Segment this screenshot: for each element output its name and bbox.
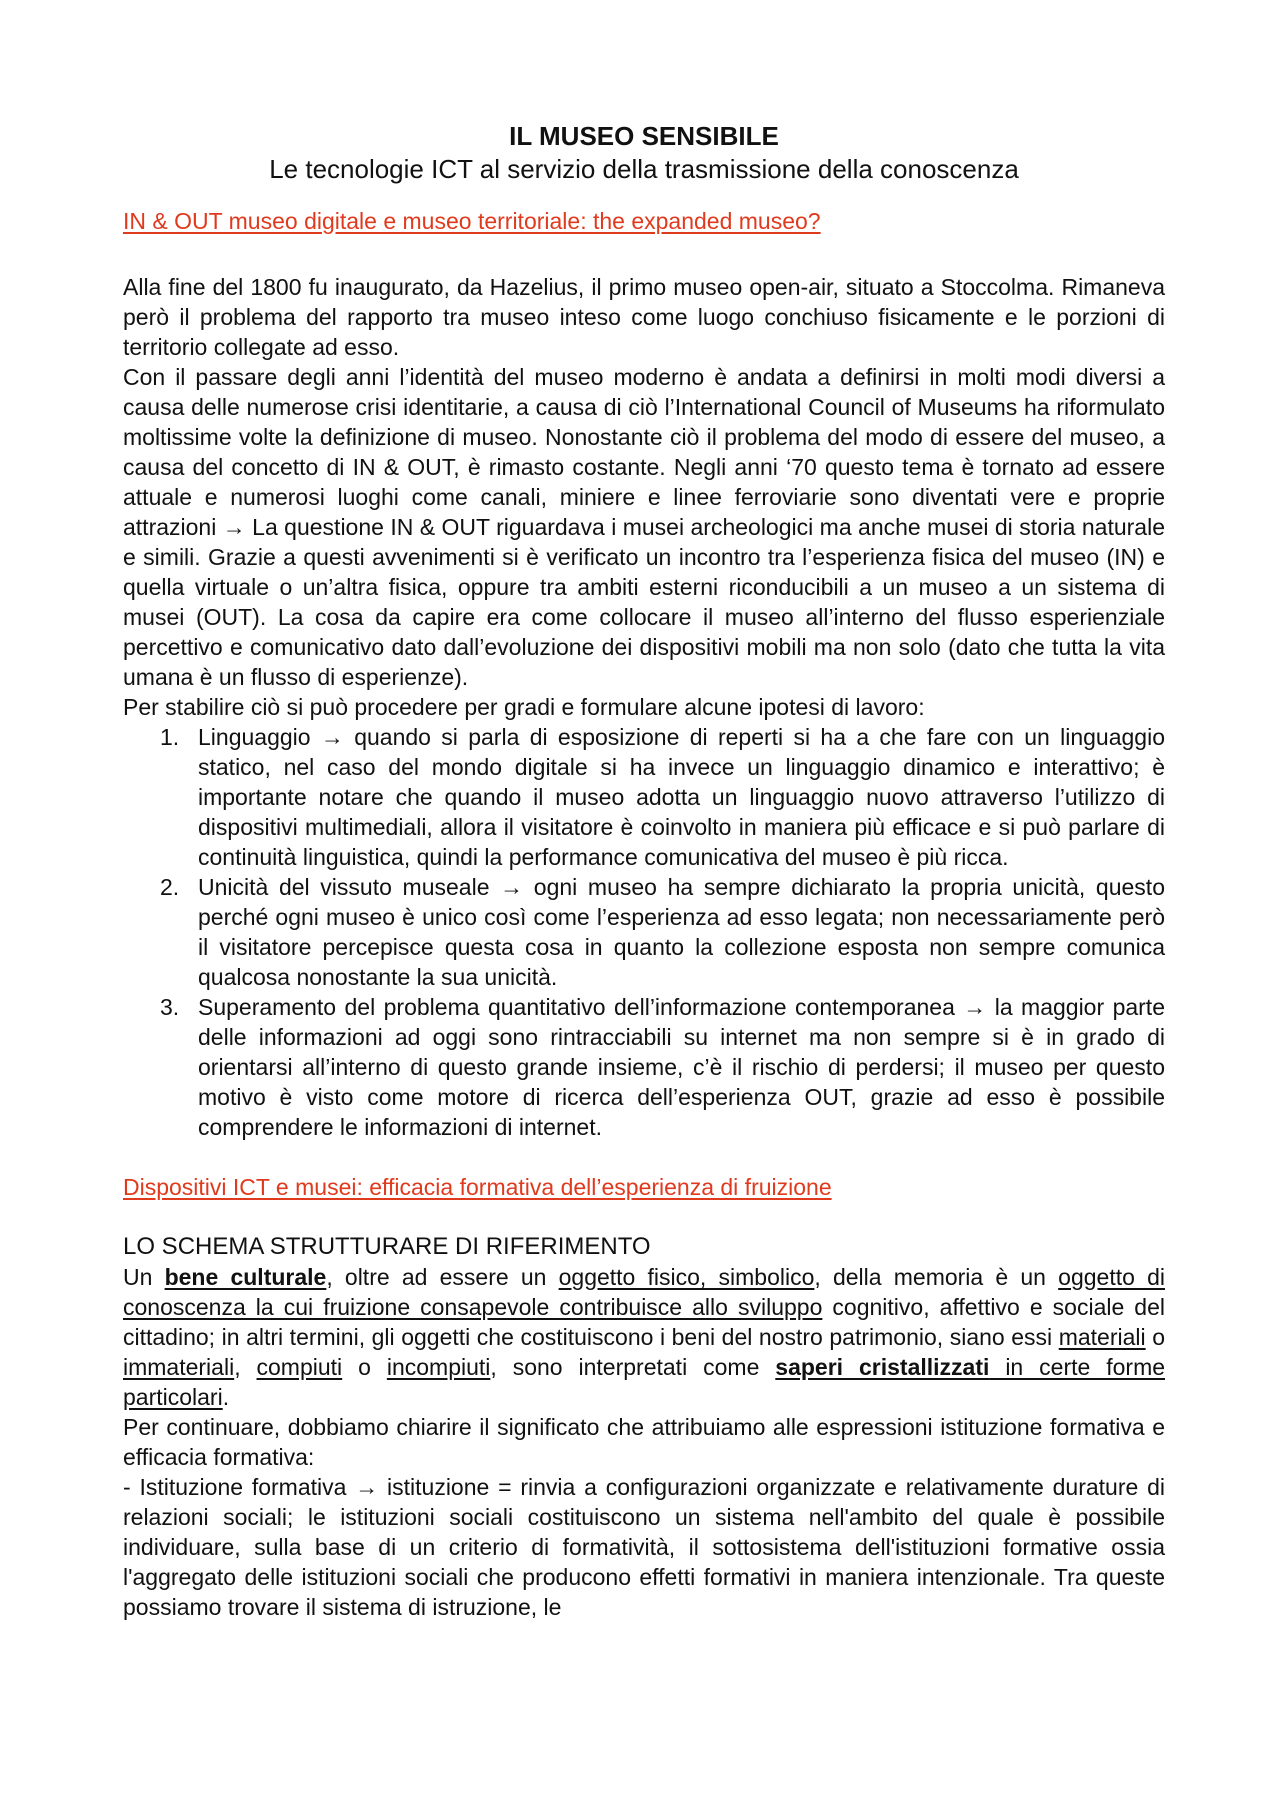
underlined-text: incompiuti — [386, 1354, 491, 1380]
subsection-heading: LO SCHEMA STRUTTURARE DI RIFERIMENTO — [123, 1233, 651, 1260]
paragraph: Per stabilire ciò si può procedere per gradi e formulare alcune ipotesi di lavoro: — [123, 694, 925, 720]
hypotheses-list — [123, 722, 1165, 1142]
section-heading-ict: Dispositivi ICT e musei: efficacia formativa dell’esperienza di fruizione — [123, 1174, 832, 1200]
list-item — [160, 872, 1165, 992]
underlined-text: compiuti — [256, 1354, 343, 1380]
paragraph: Con il passare degli anni l’identità del museo moderno è andata a definirsi in molti modi diversi a causa delle numerose crisi identitarie, a causa di ciò l’International Council of Museums ha riformulato moltissime volte la definizione di museo. Nonostante ciò il problema del modo di essere del museo, a causa del concetto di IN & OUT, è rimasto costante. Negli anni ‘70 questo tema è tornato ad essere attuale e numerosi luoghi come canali, miniere e linee ferroviarie sono diventati vere e proprie attrazioni → La questione IN & OUT riguardava i musei archeologici ma anche musei di storia naturale e simili. Grazie a questi avvenimenti si è verificato un incontro tra l’esperienza fisica del museo (IN) e quella virtuale o un’altra fisica, oppure tra ambiti esterni riconducibili a un museo a un sistema di musei (OUT). La cosa da capire era come collocare il museo all’interno del flusso esperienziale percettivo e comunicativo dato dall’evoluzione dei dispositivi mobili ma non solo (dato che tutta la vita umana è un flusso di esperienze). — [123, 364, 1165, 690]
document-title: IL MUSEO SENSIBILE — [509, 121, 779, 151]
underlined-text: in certe forme particolari — [123, 1354, 1166, 1410]
paragraph: - Istituzione formativa → istituzione = rinvia a configurazioni organizzate e relativamente durature di relazioni sociali; le istituzioni sociali costituiscono un sistema nell'ambito del quale è possibile individuare, sulla base di un criterio di formatività, il sottosistema dell'istituzioni formative ossia l'aggregato delle istituzioni sociali che producono effetti formativi in maniera intenzionale. Tra queste possiamo trovare il sistema di istruzione, le — [123, 1474, 1165, 1620]
underlined-text: immateriali — [123, 1354, 235, 1380]
list-item-text: Unicità del vissuto museale → ogni museo ha sempre dichiarato la propria unicità, questo perché ogni museo è unico così come l’esperienza ad esso legata; non necessariamente però il visitatore percepisce questa cosa in quanto la collezione esposta non sempre comunica qualcosa nonostante la sua unicità. — [198, 874, 1165, 990]
list-item-text: Superamento del problema quantitativo dell’informazione contemporanea → la maggior parte delle informazioni ad oggi sono rintracciabili su internet ma non sempre si è in grado di orientarsi all’interno di questo grande insieme, c’è il rischio di perdersi; il museo per questo motivo è visto come motore di ricerca dell’esperienza OUT, grazie ad esso è possibile comprendere le informazioni di internet. — [198, 994, 1165, 1140]
underlined-text: oggetto fisico, simbolico — [558, 1264, 815, 1290]
paragraph: Per continuare, dobbiamo chiarire il significato che attribuiamo alle espressioni istituzione formativa e efficacia formativa: — [123, 1414, 1165, 1470]
emphasis: saperi cristallizzati — [775, 1354, 990, 1380]
section-heading-in-out: IN & OUT museo digitale e museo territoriale: the expanded museo? — [123, 208, 821, 234]
paragraph: Alla fine del 1800 fu inaugurato, da Hazelius, il primo museo open-air, situato a Stoccolma. Rimaneva però il problema del rapporto tra museo inteso come luogo conchiuso fisicamente e le porzioni di territorio collegate ad esso. — [123, 274, 1165, 360]
underlined-text: materiali — [1058, 1324, 1146, 1350]
underlined-text: oggetto di conoscenza la cui fruizione consapevole contribuisce allo sviluppo — [123, 1264, 1165, 1320]
emphasis: bene culturale — [164, 1264, 327, 1290]
document-page — [123, 120, 1165, 1622]
list-item — [160, 722, 1165, 872]
list-item — [160, 992, 1165, 1142]
document-subtitle: Le tecnologie ICT al servizio della trasmissione della conoscenza — [269, 154, 1019, 184]
list-number: 3. — [160, 994, 180, 1020]
list-number: 1. — [160, 724, 180, 750]
paragraph-bene-culturale: Un bene culturale, oltre ad essere un oggetto fisico, simbolico, della memoria è un oggetto di conoscenza la cui fruizione consapevole contribuisce allo sviluppo cognitivo, affettivo e sociale del cittadino; in altri termini, gli oggetti che costituiscono i beni del nostro patrimonio, siano essi materiali o immateriali, compiuti o incompiuti, sono interpretati come saperi cristallizzati in certe forme particolari. — [123, 1264, 1166, 1410]
list-item-text: Linguaggio → quando si parla di esposizione di reperti si ha a che fare con un linguaggio statico, nel caso del mondo digitale si ha invece un linguaggio dinamico e interattivo; è importante notare che quando il museo adotta un linguaggio nuovo attraverso l’utilizzo di dispositivi multimediali, allora il visitatore è coinvolto in maniera più efficace e si può parlare di continuità linguistica, quindi la performance comunicativa del museo è più ricca. — [198, 724, 1165, 870]
list-number: 2. — [160, 874, 180, 900]
